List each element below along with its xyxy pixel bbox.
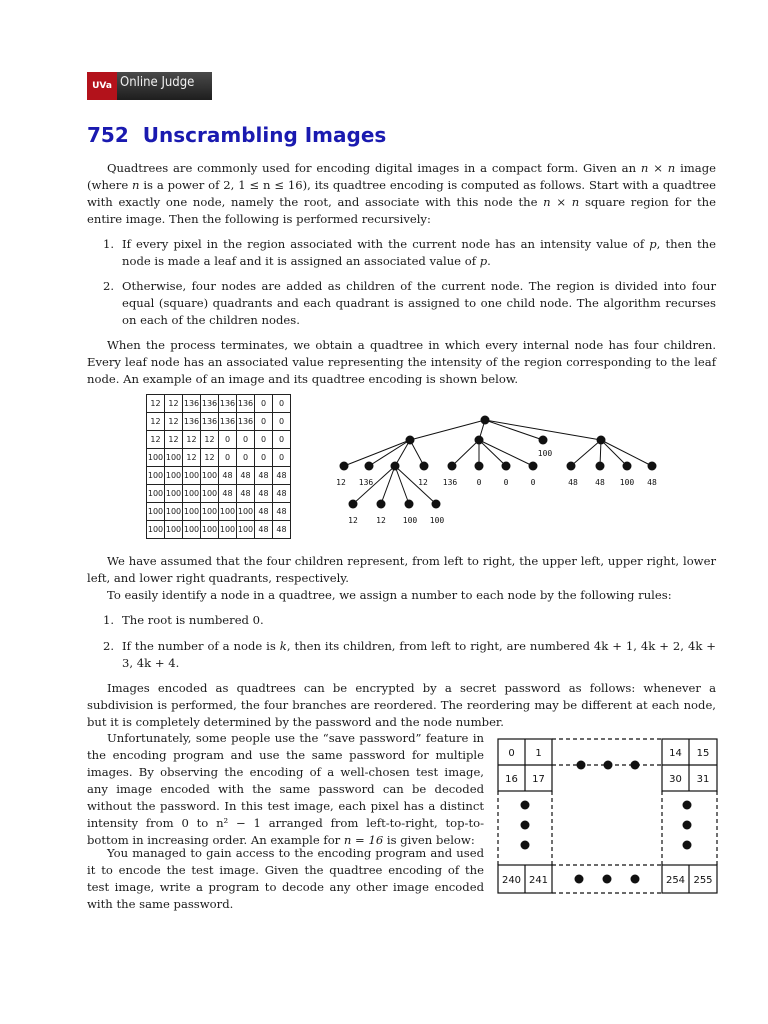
image-grid-cell: 48 — [237, 467, 255, 485]
tree-node — [502, 462, 511, 471]
tree-label: 0 — [476, 478, 482, 487]
image-grid-cell: 48 — [273, 521, 291, 539]
tree-label: 136 — [358, 478, 374, 487]
image-grid-cell: 12 — [183, 431, 201, 449]
identify-paragraph: To easily identify a node in a quadtree, we assign a number to each node by the following rules: — [107, 588, 672, 602]
image-grid-cell: 100 — [183, 521, 201, 539]
image-grid-cell: 0 — [273, 449, 291, 467]
tree-label: 12 — [418, 478, 428, 487]
step-1: 1. If every pixel in the region associated with the current node has an intensity value of p, then the node is made a leaf and it is assigned an associated value of p. — [103, 237, 717, 268]
image-grid-cell: 0 — [273, 431, 291, 449]
online-judge-text: Online Judge — [120, 75, 195, 90]
image-grid-cell: 100 — [183, 485, 201, 503]
image-grid-cell: 100 — [237, 521, 255, 539]
image-grid-cell: 100 — [183, 503, 201, 521]
tree-node — [475, 462, 484, 471]
tree-node — [623, 462, 632, 471]
tree-node — [406, 436, 415, 445]
grid-cell: 30 — [669, 774, 682, 785]
ellipsis-dot — [604, 761, 613, 770]
grid-cell: 14 — [669, 748, 682, 759]
test-image-paragraph: Unfortunately, some people use the “save password” feature in the encoding program and use the same password for multiple images. By observing the encoding of a well-chosen test image, any image encoded with the same password can be decoded without the password. In this test image, each pixel has a distinct intensity from 0 to n² − 1 arranged from left-to-right, top-to-bottom in increasing order. An example for n = 16 is given below: — [87, 731, 485, 847]
grid-cell: 31 — [696, 774, 710, 785]
tree-label: 0 — [530, 478, 536, 487]
image-grid-cell: 136 — [183, 395, 201, 413]
grid-cell: 17 — [532, 774, 545, 785]
tree-label: 136 — [442, 478, 458, 487]
image-grid-cell: 48 — [273, 503, 291, 521]
image-grid-cell: 100 — [147, 503, 165, 521]
tree-label: 100 — [619, 478, 635, 487]
ellipsis-dot — [575, 875, 584, 884]
image-grid-cell: 12 — [165, 431, 183, 449]
image-grid-cell: 48 — [219, 467, 237, 485]
tree-node — [340, 462, 349, 471]
image-grid-cell: 12 — [147, 431, 165, 449]
image-grid-cell: 136 — [201, 413, 219, 431]
tree-label: 48 — [595, 478, 605, 487]
image-grid-row — [147, 413, 291, 431]
tree-label: 12 — [336, 478, 346, 487]
ellipsis-dot — [631, 761, 640, 770]
problem-name: Unscrambling Images — [142, 123, 387, 147]
image-grid-cell: 100 — [201, 521, 219, 539]
image-grid-cell: 100 — [147, 449, 165, 467]
tree-node — [377, 500, 386, 509]
image-grid-cell: 100 — [201, 485, 219, 503]
tree-label: 12 — [376, 516, 386, 525]
grid-cell: 0 — [508, 748, 515, 759]
tree-node — [448, 462, 457, 471]
image-grid-cell: 0 — [255, 431, 273, 449]
tree-label: 12 — [348, 516, 358, 525]
image-grid-cell: 136 — [237, 413, 255, 431]
image-grid-row — [147, 467, 291, 485]
image-grid-row — [147, 521, 291, 539]
image-grid-cell: 136 — [201, 395, 219, 413]
tree-node — [539, 436, 548, 445]
image-grid-cell: 100 — [165, 485, 183, 503]
tree-root-node — [481, 416, 490, 425]
image-grid-cell: 0 — [255, 395, 273, 413]
image-grid-cell: 48 — [255, 521, 273, 539]
tree-node — [567, 462, 576, 471]
test-image-grid-16 — [497, 738, 719, 896]
image-grid-row — [147, 431, 291, 449]
step-2: 2. Otherwise, four nodes are added as children of the current node. The region is divided into four equal (square) quadrants and each quadrant is assigned to one child node. The algorithm recurses on each of the children nodes. — [103, 279, 716, 327]
image-grid-cell: 100 — [183, 467, 201, 485]
image-grid-cell: 0 — [237, 431, 255, 449]
image-grid-row — [147, 449, 291, 467]
encryption-paragraph: Images encoded as quadtrees can be encrypted by a secret password as follows: whenever a subdivision is performed, the four branches are reordered. The reordering may be different at each node, but it is completely determined by the password and the node number. — [87, 681, 716, 729]
tree-node — [365, 462, 374, 471]
grid-cell: 254 — [665, 875, 686, 886]
image-grid-cell: 0 — [219, 449, 237, 467]
task-paragraph: You managed to gain access to the encoding program and used it to encode the test image. Given the quadtree encoding of the test image, write a program to decode any other image encoded with the same password. — [87, 846, 484, 911]
tree-node — [596, 462, 605, 471]
ellipsis-dot — [631, 875, 640, 884]
tree-label: 100 — [402, 516, 418, 525]
image-grid-cell: 136 — [237, 395, 255, 413]
image-grid-cell: 100 — [147, 521, 165, 539]
grid-cell: 255 — [693, 875, 713, 886]
image-grid-cell: 12 — [147, 413, 165, 431]
ellipsis-dot — [521, 801, 530, 810]
image-grid-cell: 100 — [237, 503, 255, 521]
image-grid-cell: 12 — [147, 395, 165, 413]
image-grid-cell: 100 — [201, 467, 219, 485]
tree-label: 100 — [429, 516, 445, 525]
image-grid-cell: 12 — [165, 413, 183, 431]
ellipsis-dot — [603, 875, 612, 884]
grid-cell: 241 — [528, 875, 549, 886]
tree-label: 48 — [647, 478, 657, 487]
example-image-grid — [146, 394, 291, 539]
image-grid-cell: 100 — [147, 467, 165, 485]
rule-2: 2. If the number of a node is k, then its children, from left to right, are numbered 4k + 1, 4k + 2, 4k + 3, 4k + 4. — [103, 639, 716, 670]
image-grid-cell: 100 — [219, 521, 237, 539]
tree-node — [597, 436, 606, 445]
grid-cell: 15 — [696, 748, 710, 759]
image-grid-row — [147, 503, 291, 521]
ellipsis-dot — [683, 821, 692, 830]
image-grid-cell: 48 — [255, 503, 273, 521]
problem-number: 752 — [87, 123, 129, 147]
image-grid-cell: 136 — [219, 395, 237, 413]
intro-paragraph: Quadtrees are commonly used for encoding digital images in a compact form. Given an n × n image (where n is a power of 2, 1 ≤ n ≤ 16), its quadtree encoding is computed as follows. Start with a quadtree with exactly one node, namely the root, and associate with this node the n × n square region for the entire image. Then the following is performed recursively: — [87, 161, 717, 226]
rule-1: 1. The root is numbered 0. — [103, 613, 264, 627]
tree-node — [529, 462, 538, 471]
ellipsis-dot — [683, 801, 692, 810]
online-judge-logo — [87, 72, 212, 100]
image-grid-cell: 0 — [273, 395, 291, 413]
ellipsis-dot — [577, 761, 586, 770]
image-grid-cell: 100 — [165, 521, 183, 539]
image-grid-cell: 136 — [219, 413, 237, 431]
assumption-paragraph: We have assumed that the four children represent, from left to right, the upper left, upper right, lower left, and lower right quadrants, respectively. — [87, 554, 716, 585]
image-grid-cell: 100 — [147, 485, 165, 503]
image-grid-cell: 0 — [255, 413, 273, 431]
ellipsis-dot — [683, 841, 692, 850]
image-grid-cell: 100 — [201, 503, 219, 521]
image-grid-row — [147, 485, 291, 503]
tree-node — [475, 436, 484, 445]
image-grid-cell: 48 — [219, 485, 237, 503]
image-grid-cell: 12 — [201, 431, 219, 449]
image-grid-cell: 0 — [219, 431, 237, 449]
image-grid-cell: 0 — [255, 449, 273, 467]
quadtree-diagram — [330, 408, 700, 528]
tree-label: 0 — [503, 478, 509, 487]
image-grid-cell: 12 — [165, 395, 183, 413]
image-grid-cell: 12 — [201, 449, 219, 467]
tree-node — [648, 462, 657, 471]
after-steps-paragraph: When the process terminates, we obtain a quadtree in which every internal node has four children. Every leaf node has an associated value representing the intensity of the region corresponding to the leaf node. An example of an image and its quadtree encoding is shown below. — [87, 338, 716, 386]
tree-label: 48 — [568, 478, 578, 487]
image-grid-cell: 48 — [273, 467, 291, 485]
tree-node — [420, 462, 429, 471]
image-grid-cell: 136 — [183, 413, 201, 431]
image-grid-cell: 48 — [273, 485, 291, 503]
image-grid-cell: 48 — [255, 467, 273, 485]
image-grid-row — [147, 395, 291, 413]
ellipsis-dot — [521, 841, 530, 850]
image-grid-cell: 100 — [219, 503, 237, 521]
image-grid-cell: 48 — [237, 485, 255, 503]
tree-node — [391, 462, 400, 471]
grid-cell: 240 — [501, 875, 522, 886]
tree-node — [349, 500, 358, 509]
image-grid-cell: 0 — [237, 449, 255, 467]
image-grid-cell: 100 — [165, 467, 183, 485]
tree-label: 100 — [537, 449, 553, 458]
uva-badge: UVa — [87, 72, 117, 100]
grid-cell: 1 — [535, 748, 542, 759]
tree-node — [432, 500, 441, 509]
image-grid-cell: 100 — [165, 449, 183, 467]
image-grid-cell: 100 — [165, 503, 183, 521]
image-grid-cell: 0 — [273, 413, 291, 431]
ellipsis-dot — [521, 821, 530, 830]
problem-title — [87, 123, 386, 147]
image-grid-cell: 12 — [183, 449, 201, 467]
grid-cell: 16 — [505, 774, 518, 785]
tree-node — [405, 500, 414, 509]
image-grid-cell: 48 — [255, 485, 273, 503]
